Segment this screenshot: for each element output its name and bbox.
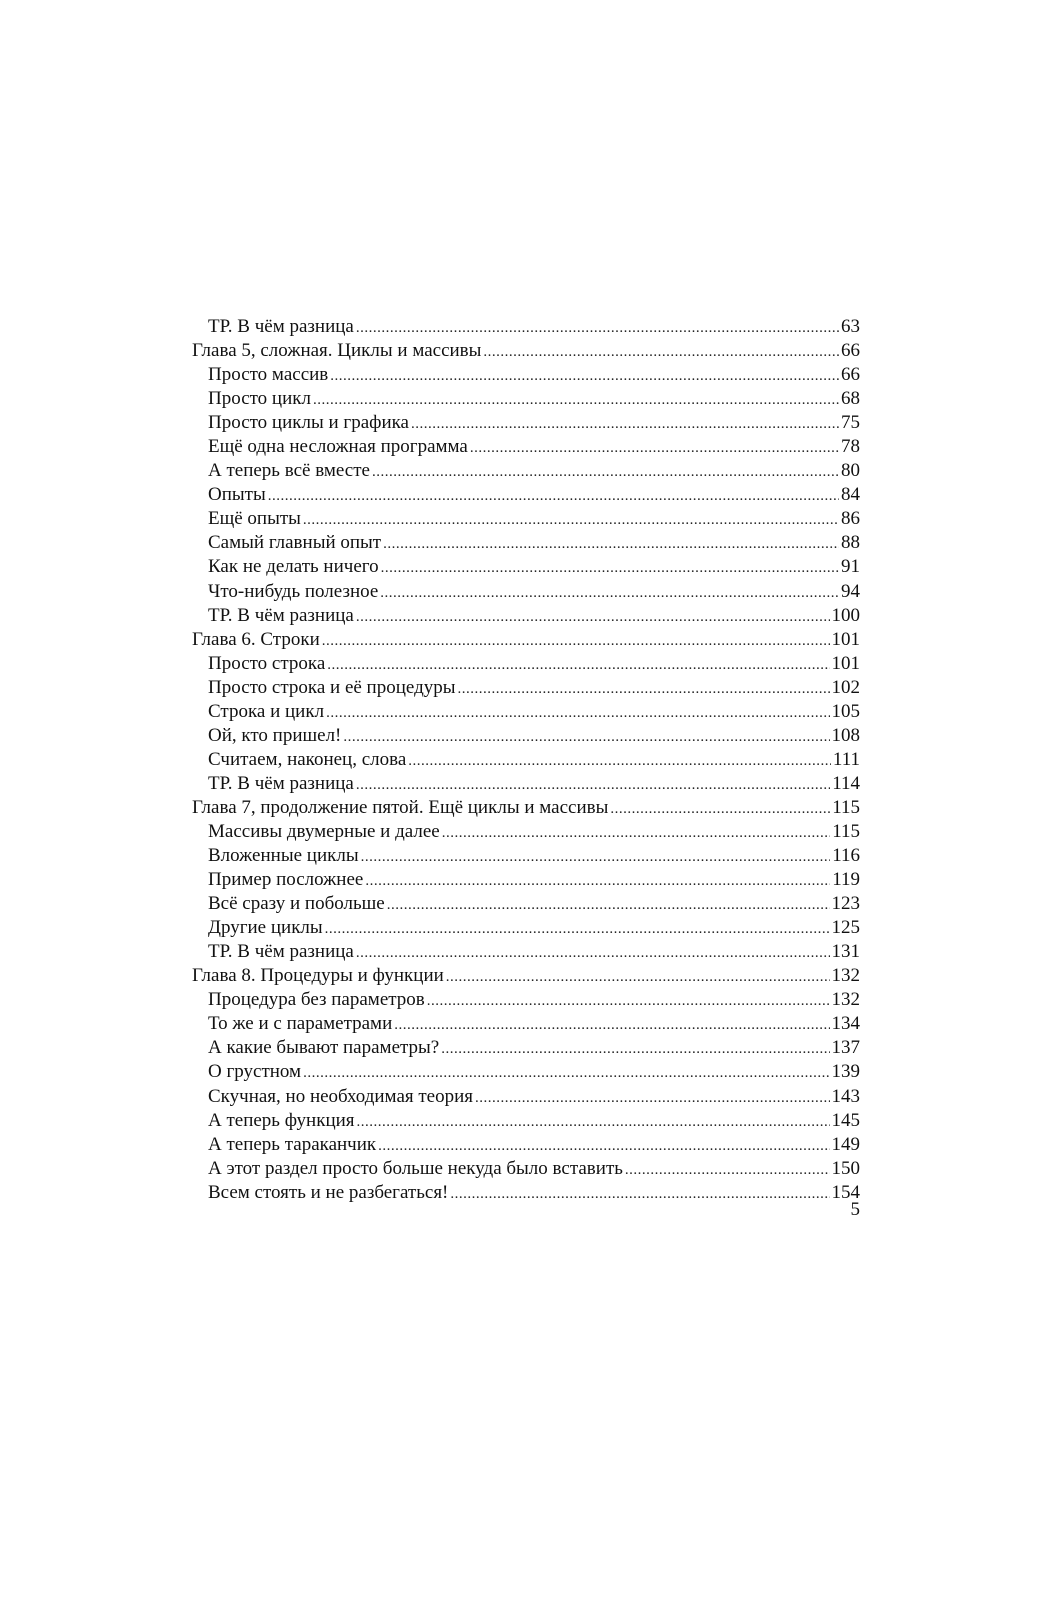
toc-section-entry[interactable] [192, 483, 860, 507]
toc-chapter-entry[interactable] [192, 796, 860, 820]
toc-entry-page: 134 [831, 1013, 860, 1035]
toc-entry-page: 66 [841, 340, 860, 362]
toc-entry-title: Просто цикл [208, 388, 311, 410]
toc-entry-title: А теперь всё вместе [208, 460, 370, 482]
toc-section-entry[interactable] [192, 1085, 860, 1109]
dot-leader [322, 629, 830, 652]
toc-entry-title: Вложенные циклы [208, 845, 359, 867]
toc-entry-page: 139 [831, 1061, 860, 1083]
dot-leader [378, 1134, 829, 1157]
toc-entry-page: 116 [832, 845, 860, 867]
toc-entry-title: Пример посложнее [208, 869, 364, 891]
dot-leader [383, 532, 839, 555]
toc-entry-title: Просто циклы и графика [208, 412, 409, 434]
toc-entry-page: 94 [841, 580, 860, 602]
toc-entry-page: 154 [831, 1181, 860, 1203]
dot-leader [475, 1086, 829, 1109]
toc-entry-page: 149 [831, 1133, 860, 1155]
toc-chapter-entry[interactable] [192, 339, 860, 363]
dot-leader [427, 989, 830, 1012]
toc-entry-title: Строка и цикл [208, 700, 325, 722]
toc-entry-title: Ой, кто пришел! [208, 724, 342, 746]
toc-entry-page: 80 [841, 460, 860, 482]
dot-leader [380, 581, 839, 604]
dot-leader [361, 845, 831, 868]
dot-leader [610, 797, 830, 820]
toc-section-entry[interactable] [192, 555, 860, 579]
toc-section-entry[interactable] [192, 724, 860, 748]
toc-entry-title: Всё сразу и побольше [208, 893, 385, 915]
toc-entry-title: А какие бывают параметры? [208, 1037, 440, 1059]
toc-section-entry[interactable] [192, 459, 860, 483]
toc-entry-title: То же и с параметрами [208, 1013, 393, 1035]
toc-entry-page: 75 [841, 412, 860, 434]
toc-entry-page: 102 [831, 676, 860, 698]
toc-entry-page: 150 [831, 1157, 860, 1179]
dot-leader [357, 1110, 830, 1133]
toc-entry-title: ТР. В чём разница [208, 941, 354, 963]
toc-section-entry[interactable] [192, 844, 860, 868]
dot-leader [458, 677, 830, 700]
toc-entry-page: 84 [841, 484, 860, 506]
toc-entry-title: Глава 5, сложная. Циклы и массивы [192, 340, 482, 362]
dot-leader [303, 1061, 829, 1084]
toc-section-entry[interactable] [192, 411, 860, 435]
toc-entry-page: 111 [832, 748, 860, 770]
toc-entry-page: 88 [841, 532, 860, 554]
toc-section-entry[interactable] [192, 1181, 860, 1205]
toc-section-entry[interactable] [192, 580, 860, 604]
toc-entry-page: 66 [841, 364, 860, 386]
dot-leader [330, 364, 839, 387]
toc-section-entry[interactable] [192, 916, 860, 940]
toc-entry-title: Просто массив [208, 364, 329, 386]
toc-entry-page: 105 [831, 700, 860, 722]
toc-section-entry[interactable] [192, 1060, 860, 1084]
toc-entry-title: Просто строка [208, 652, 326, 674]
toc-section-entry[interactable] [192, 1012, 860, 1036]
toc-entry-page: 132 [831, 965, 860, 987]
dot-leader [356, 316, 839, 339]
dot-leader [441, 1037, 829, 1060]
dot-leader [327, 653, 829, 676]
toc-section-entry[interactable] [192, 1157, 860, 1181]
toc-entry-page: 137 [831, 1037, 860, 1059]
dot-leader [450, 1182, 829, 1205]
toc-entry-title: ТР. В чём разница [208, 604, 354, 626]
toc-entry-page: 119 [832, 869, 860, 891]
toc-entry-title: Самый главный опыт [208, 532, 382, 554]
table-of-contents [192, 315, 860, 1205]
toc-entry-title: Ещё одна несложная программа [208, 436, 468, 458]
toc-entry-page: 108 [831, 724, 860, 746]
toc-section-entry[interactable] [192, 748, 860, 772]
toc-entry-title: Опыты [208, 484, 266, 506]
dot-leader [442, 821, 831, 844]
toc-section-entry[interactable] [192, 772, 860, 796]
toc-entry-title: Процедура без параметров [208, 989, 425, 1011]
dot-leader [356, 941, 830, 964]
toc-entry-title: Глава 7, продолжение пятой. Ещё циклы и массивы [192, 796, 609, 818]
dot-leader [387, 893, 830, 916]
toc-entry-page: 123 [831, 893, 860, 915]
toc-entry-title: Считаем, наконец, слова [208, 748, 407, 770]
toc-section-entry[interactable] [192, 892, 860, 916]
toc-entry-title: Глава 6. Строки [192, 628, 320, 650]
toc-section-entry[interactable] [192, 652, 860, 676]
toc-section-entry[interactable] [192, 1109, 860, 1133]
dot-leader [365, 869, 830, 892]
toc-entry-title: О грустном [208, 1061, 302, 1083]
toc-entry-title: Массивы двумерные и далее [208, 820, 440, 842]
toc-entry-page: 68 [841, 388, 860, 410]
dot-leader [313, 388, 839, 411]
toc-section-entry[interactable] [192, 435, 860, 459]
toc-entry-title: А теперь функция [208, 1109, 355, 1131]
toc-entry-title: Другие циклы [208, 917, 323, 939]
dot-leader [411, 412, 839, 435]
dot-leader [356, 773, 830, 796]
toc-section-entry[interactable] [192, 315, 860, 339]
dot-leader [381, 556, 839, 579]
dot-leader [446, 965, 830, 988]
toc-section-entry[interactable] [192, 1036, 860, 1060]
toc-chapter-entry[interactable] [192, 964, 860, 988]
dot-leader [326, 701, 829, 724]
toc-entry-title: Ещё опыты [208, 508, 301, 530]
toc-section-entry[interactable] [192, 507, 860, 531]
toc-entry-title: ТР. В чём разница [208, 772, 354, 794]
dot-leader [372, 460, 839, 483]
toc-entry-page: 143 [831, 1085, 860, 1107]
dot-leader [625, 1158, 830, 1181]
toc-entry-page: 100 [831, 604, 860, 626]
toc-section-entry[interactable] [192, 700, 860, 724]
toc-section-entry[interactable] [192, 988, 860, 1012]
toc-entry-title: Как не делать ничего [208, 556, 379, 578]
toc-entry-title: Всем стоять и не разбегаться! [208, 1181, 449, 1203]
dot-leader [325, 917, 830, 940]
toc-entry-title: Глава 8. Процедуры и функции [192, 965, 444, 987]
toc-entry-page: 101 [831, 652, 860, 674]
dot-leader [356, 605, 830, 628]
toc-entry-page: 114 [832, 772, 860, 794]
toc-entry-page: 91 [841, 556, 860, 578]
dot-leader [483, 340, 839, 363]
toc-entry-page: 125 [831, 917, 860, 939]
toc-entry-page: 131 [831, 941, 860, 963]
toc-section-entry[interactable] [192, 940, 860, 964]
toc-entry-page: 78 [841, 436, 860, 458]
toc-section-entry[interactable] [192, 1133, 860, 1157]
toc-section-entry[interactable] [192, 604, 860, 628]
toc-entry-page: 115 [832, 796, 860, 818]
toc-chapter-entry[interactable] [192, 628, 860, 652]
toc-entry-title: Просто строка и её процедуры [208, 676, 456, 698]
page-number: 5 [850, 1199, 860, 1220]
toc-section-entry[interactable] [192, 676, 860, 700]
toc-section-entry[interactable] [192, 387, 860, 411]
toc-section-entry[interactable] [192, 531, 860, 555]
dot-leader [394, 1013, 829, 1036]
toc-entry-page: 86 [841, 508, 860, 530]
toc-entry-title: Скучная, но необходимая теория [208, 1085, 474, 1107]
toc-entry-title: ТР. В чём разница [208, 316, 354, 337]
toc-section-entry[interactable] [192, 868, 860, 892]
dot-leader [303, 508, 839, 531]
toc-entry-title: Что-нибудь полезное [208, 580, 379, 602]
toc-entry-page: 115 [832, 820, 860, 842]
dot-leader [343, 725, 829, 748]
toc-entry-page: 132 [831, 989, 860, 1011]
dot-leader [268, 484, 839, 507]
toc-entry-page: 101 [831, 628, 860, 650]
toc-section-entry[interactable] [192, 820, 860, 844]
dot-leader [470, 436, 839, 459]
dot-leader [408, 749, 831, 772]
toc-entry-page: 145 [831, 1109, 860, 1131]
toc-entry-title: А теперь тараканчик [208, 1133, 377, 1155]
toc-section-entry[interactable] [192, 363, 860, 387]
toc-entry-page: 63 [841, 316, 860, 337]
toc-entry-title: А этот раздел просто больше некуда было вставить [208, 1157, 623, 1179]
